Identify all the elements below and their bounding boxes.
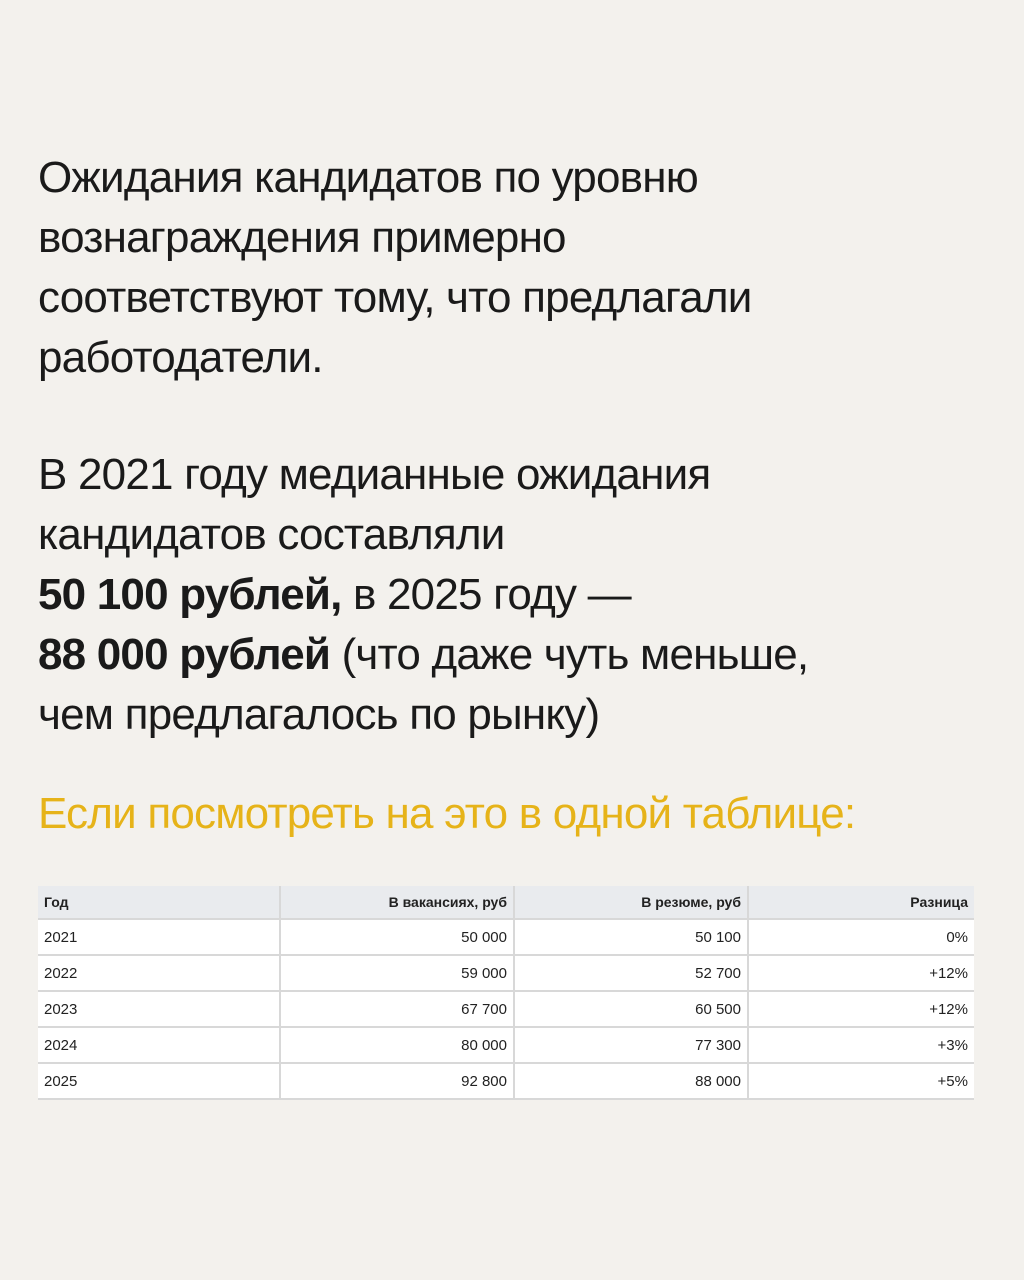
median-paragraph bbox=[38, 445, 988, 745]
table-row bbox=[38, 1027, 974, 1063]
intro-line: соответствуют тому, что предлагали bbox=[38, 273, 752, 322]
median-text-2025: в 2025 году — bbox=[341, 570, 631, 619]
table-heading: Если посмотреть на это в одной таблице: bbox=[38, 789, 856, 838]
cell-difference: +12% bbox=[748, 955, 974, 991]
cell-difference: +5% bbox=[748, 1063, 974, 1099]
median-line: В 2021 году медианные ожидания bbox=[38, 450, 711, 499]
table-header-row bbox=[38, 886, 974, 919]
header-year: Год bbox=[38, 886, 280, 919]
cell-year: 2025 bbox=[38, 1063, 280, 1099]
table-row bbox=[38, 991, 974, 1027]
median-note: (что даже чуть меньше, bbox=[330, 630, 809, 679]
table-row bbox=[38, 1063, 974, 1099]
median-line-2021 bbox=[38, 565, 988, 625]
cell-vacancies: 92 800 bbox=[280, 1063, 514, 1099]
cell-year: 2022 bbox=[38, 955, 280, 991]
header-vacancies: В вакансиях, руб bbox=[280, 886, 514, 919]
intro-line: Ожидания кандидатов по уровню bbox=[38, 153, 698, 202]
cell-year: 2023 bbox=[38, 991, 280, 1027]
salary-table bbox=[38, 886, 974, 1100]
cell-vacancies: 50 000 bbox=[280, 919, 514, 955]
cell-resumes: 77 300 bbox=[514, 1027, 748, 1063]
median-value-2021: 50 100 рублей, bbox=[38, 570, 342, 619]
header-resumes: В резюме, руб bbox=[514, 886, 748, 919]
header-difference: Разница bbox=[748, 886, 974, 919]
cell-difference: 0% bbox=[748, 919, 974, 955]
table-row bbox=[38, 955, 974, 991]
cell-vacancies: 80 000 bbox=[280, 1027, 514, 1063]
cell-resumes: 60 500 bbox=[514, 991, 748, 1027]
cell-year: 2021 bbox=[38, 919, 280, 955]
cell-difference: +12% bbox=[748, 991, 974, 1027]
median-note-line: чем предлагалось по рынку) bbox=[38, 690, 600, 739]
cell-vacancies: 59 000 bbox=[280, 955, 514, 991]
median-line: кандидатов составляли bbox=[38, 510, 505, 559]
cell-year: 2024 bbox=[38, 1027, 280, 1063]
intro-line: работодатели. bbox=[38, 333, 323, 382]
intro-paragraph bbox=[38, 148, 988, 388]
cell-resumes: 88 000 bbox=[514, 1063, 748, 1099]
table-row bbox=[38, 919, 974, 955]
median-line-2025 bbox=[38, 625, 988, 685]
cell-resumes: 50 100 bbox=[514, 919, 748, 955]
cell-difference: +3% bbox=[748, 1027, 974, 1063]
cell-resumes: 52 700 bbox=[514, 955, 748, 991]
median-value-2025: 88 000 рублей bbox=[38, 630, 331, 679]
intro-line: вознаграждения примерно bbox=[38, 213, 566, 262]
cell-vacancies: 67 700 bbox=[280, 991, 514, 1027]
